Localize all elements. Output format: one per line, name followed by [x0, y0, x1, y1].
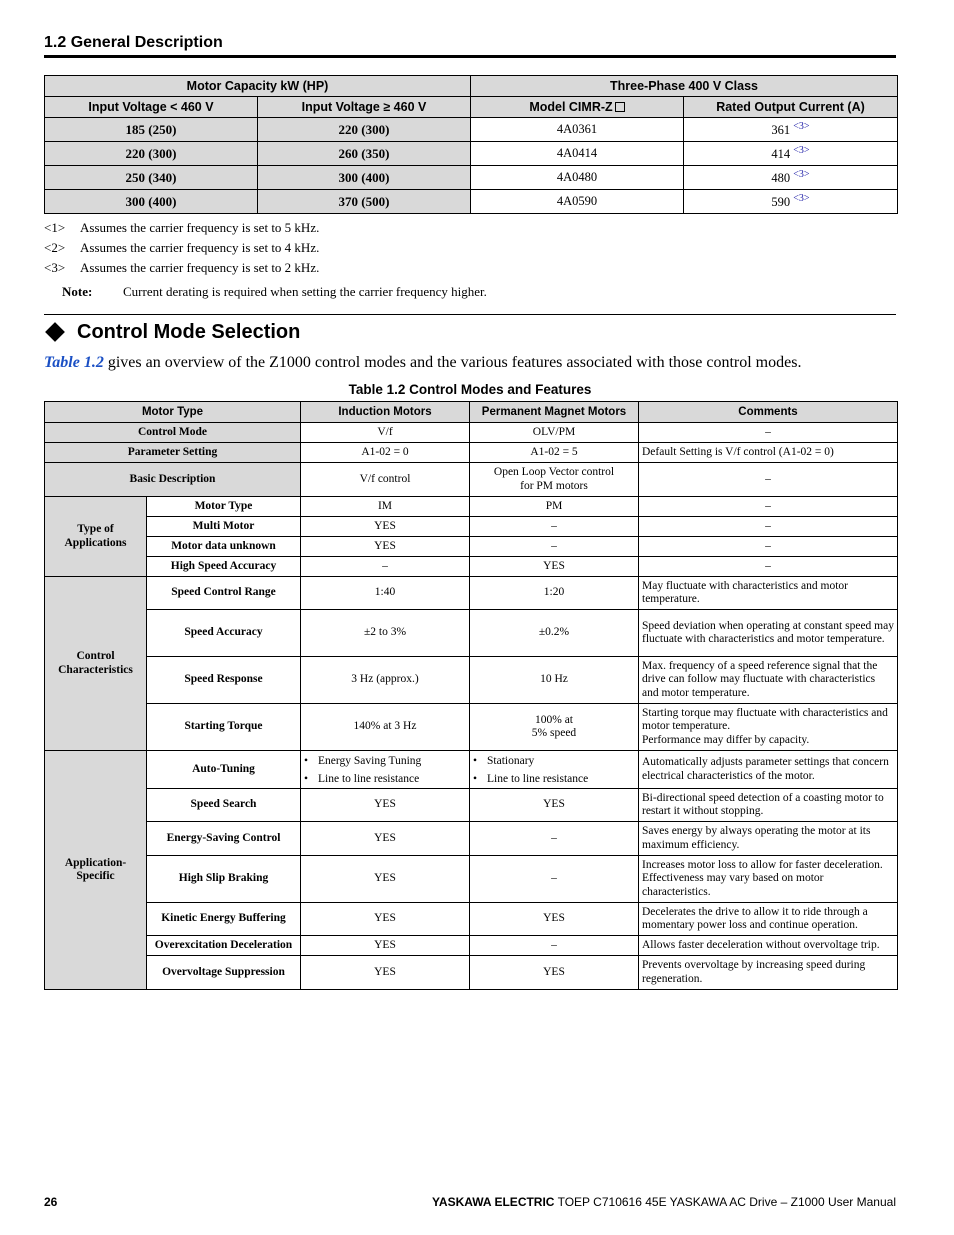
- modes-row: [45, 903, 898, 936]
- cell-comment: Allows faster deceleration without overvoltage trip.: [639, 936, 898, 956]
- cell-comment: –: [639, 557, 898, 577]
- cell-pm: YES: [470, 903, 639, 936]
- footnote-text: Assumes the carrier frequency is set to 4 kHz.: [80, 240, 320, 255]
- page-footer: [44, 1194, 896, 1210]
- footnote-ref-link[interactable]: <3>: [793, 192, 810, 204]
- cell-im: YES: [301, 822, 470, 856]
- footnote: [44, 258, 319, 278]
- cell-pm: –: [470, 822, 639, 856]
- footnote-text: Assumes the carrier frequency is set to 5 kHz.: [80, 220, 320, 235]
- cell-pm: –: [470, 856, 639, 903]
- modes-row: [45, 751, 898, 789]
- diamond-bullet-icon: [45, 322, 65, 342]
- row-label: High Slip Braking: [147, 856, 301, 903]
- cell-comment: Saves energy by always operating the motor at its maximum efficiency.: [639, 822, 898, 856]
- cell-im: YES: [301, 537, 470, 557]
- spec-cell-input-lt: 250 (340): [45, 166, 258, 190]
- row-label: Motor Type: [147, 497, 301, 517]
- subsection-title: Control Mode Selection: [77, 321, 301, 343]
- footnote-ref-link[interactable]: <3>: [793, 168, 810, 180]
- note-label: Note:: [62, 284, 93, 299]
- intro-text: gives an overview of the Z1000 control modes and the various features associated with those control modes.: [103, 354, 802, 371]
- spec-current-value: 480: [771, 171, 791, 186]
- footnote-mark: <2>: [44, 240, 66, 255]
- bullet-list: [470, 752, 638, 788]
- spec-table: [44, 75, 898, 214]
- spec-cell-current: [684, 142, 898, 166]
- cell-comment: Default Setting is V/f control (A1-02 = 0): [639, 443, 898, 463]
- cell-pm: PM: [470, 497, 639, 517]
- placeholder-box-icon: [615, 102, 625, 112]
- spec-cell-model: 4A0414: [471, 142, 684, 166]
- cell-im: A1-02 = 0: [301, 443, 470, 463]
- cell-pm: –: [470, 517, 639, 537]
- footer-doc-title: TOEP C710616 45E YASKAWA AC Drive – Z1000 User Manual: [554, 1195, 896, 1209]
- header-pm: Permanent Magnet Motors: [470, 402, 639, 423]
- section-title: 1.2 General Description: [44, 34, 223, 51]
- cell-comment: –: [639, 497, 898, 517]
- row-label: Parameter Setting: [45, 443, 301, 463]
- row-label: Control Mode: [45, 423, 301, 443]
- cell-comment: –: [639, 463, 898, 497]
- cell-im: ±2 to 3%: [301, 610, 470, 657]
- cell-im: –: [301, 557, 470, 577]
- cell-im: YES: [301, 903, 470, 936]
- footnote-ref-link[interactable]: <3>: [793, 120, 810, 132]
- modes-row: [45, 423, 898, 443]
- footnote-mark: <3>: [44, 260, 66, 275]
- modes-row: [45, 822, 898, 856]
- modes-row: [45, 497, 898, 517]
- bullet-item: • Energy Saving Tuning: [304, 752, 469, 770]
- row-label: Speed Search: [147, 789, 301, 822]
- spec-current-value: 414: [771, 147, 791, 162]
- spec-cell-current: [684, 166, 898, 190]
- bullet-item: • Stationary: [473, 752, 638, 770]
- modes-row: [45, 936, 898, 956]
- footer-brand: YASKAWA ELECTRIC: [432, 1195, 555, 1209]
- cell-comment: Prevents overvoltage by increasing speed during regeneration.: [639, 956, 898, 990]
- cell-comment: Automatically adjusts parameter settings that concern electrical characteristics of the motor.: [639, 751, 898, 789]
- cell-pm: 10 Hz: [470, 657, 639, 704]
- cell-im: V/f control: [301, 463, 470, 497]
- footnotes: [44, 218, 319, 278]
- cell-im: IM: [301, 497, 470, 517]
- row-label: Basic Description: [45, 463, 301, 497]
- row-label: Motor data unknown: [147, 537, 301, 557]
- cell-pm: 1:20: [470, 577, 639, 610]
- spec-col-input-ge: Input Voltage ≥ 460 V: [258, 97, 471, 118]
- cell-pm: –: [470, 537, 639, 557]
- section-header: [44, 33, 896, 58]
- row-label: Starting Torque: [147, 704, 301, 751]
- row-label: Kinetic Energy Buffering: [147, 903, 301, 936]
- cell-comment: Starting torque may fluctuate with characteristics and motor temperature. Performance may differ by capacity.: [639, 704, 898, 751]
- modes-row: [45, 789, 898, 822]
- bullet-list: [301, 752, 469, 788]
- modes-row: [45, 517, 898, 537]
- spec-row: [45, 190, 898, 214]
- row-label: High Speed Accuracy: [147, 557, 301, 577]
- cell-comment: Bi-directional speed detection of a coasting motor to restart it without stopping.: [639, 789, 898, 822]
- spec-group-left: Motor Capacity kW (HP): [45, 76, 471, 97]
- footnote-text: Assumes the carrier frequency is set to 2 kHz.: [80, 260, 320, 275]
- spec-col-model-label: Model CIMR-Z: [529, 100, 613, 114]
- spec-col-input-lt: Input Voltage < 460 V: [45, 97, 258, 118]
- bullet-item: • Line to line resistance: [473, 770, 638, 788]
- page-number: 26: [44, 1195, 58, 1209]
- cell-im: 3 Hz (approx.): [301, 657, 470, 704]
- row-label: Auto-Tuning: [147, 751, 301, 789]
- spec-cell-model: 4A0361: [471, 118, 684, 142]
- spec-cell-current: [684, 190, 898, 214]
- section-rule: [44, 55, 896, 58]
- spec-row: [45, 118, 898, 142]
- modes-row: [45, 463, 898, 497]
- footer-doc-info: [432, 1194, 896, 1210]
- footnote-mark: <1>: [44, 220, 66, 235]
- spec-current-value: 361: [771, 123, 791, 138]
- footnote: [44, 218, 319, 238]
- spec-col-model: [471, 97, 684, 118]
- cell-im: 140% at 3 Hz: [301, 704, 470, 751]
- cell-pm: –: [470, 936, 639, 956]
- spec-cell-input-lt: 220 (300): [45, 142, 258, 166]
- header-comments: Comments: [639, 402, 898, 423]
- row-label: Overexcitation Deceleration: [147, 936, 301, 956]
- note: [62, 284, 487, 300]
- cell-pm: YES: [470, 557, 639, 577]
- cell-im: 1:40: [301, 577, 470, 610]
- spec-cell-input-ge: 300 (400): [258, 166, 471, 190]
- cell-comment: –: [639, 517, 898, 537]
- subsection-rule: [44, 314, 896, 315]
- category-application-specific: Application- Specific: [45, 751, 147, 990]
- cell-im: YES: [301, 956, 470, 990]
- row-label: Speed Accuracy: [147, 610, 301, 657]
- cell-comment: Decelerates the drive to allow it to ride through a momentary power loss and continue operation.: [639, 903, 898, 936]
- cell-comment: Speed deviation when operating at constant speed may fluctuate with characteristics and motor temperature.: [639, 610, 898, 657]
- note-text: Current derating is required when setting the carrier frequency higher.: [123, 284, 487, 299]
- modes-row: [45, 956, 898, 990]
- cell-comment: Max. frequency of a speed reference signal that the drive can follow may fluctuate with characteristics and motor temperature.: [639, 657, 898, 704]
- modes-row: [45, 537, 898, 557]
- bullet-item: • Line to line resistance: [304, 770, 469, 788]
- row-label: Overvoltage Suppression: [147, 956, 301, 990]
- modes-row: [45, 577, 898, 610]
- cell-im-list: [301, 751, 470, 789]
- cell-comment: May fluctuate with characteristics and motor temperature.: [639, 577, 898, 610]
- subsection-heading: [44, 319, 300, 345]
- header-induction: Induction Motors: [301, 402, 470, 423]
- footnote-ref-link[interactable]: <3>: [793, 144, 810, 156]
- cell-pm: YES: [470, 956, 639, 990]
- cell-im: YES: [301, 856, 470, 903]
- modes-row: [45, 657, 898, 704]
- spec-column-header-row: [45, 97, 898, 118]
- cell-pm: Open Loop Vector control for PM motors: [470, 463, 639, 497]
- modes-row: [45, 443, 898, 463]
- modes-row: [45, 610, 898, 657]
- category-type-of-applications: Type of Applications: [45, 497, 147, 577]
- row-label: Multi Motor: [147, 517, 301, 537]
- spec-cell-input-ge: 370 (500): [258, 190, 471, 214]
- modes-header-row: [45, 402, 898, 423]
- spec-group-right: Three-Phase 400 V Class: [471, 76, 898, 97]
- cell-pm: OLV/PM: [470, 423, 639, 443]
- spec-cell-input-ge: 260 (350): [258, 142, 471, 166]
- cell-im: V/f: [301, 423, 470, 443]
- modes-row: [45, 557, 898, 577]
- spec-row: [45, 142, 898, 166]
- cell-comment: –: [639, 537, 898, 557]
- modes-row: [45, 704, 898, 751]
- category-control-characteristics: Control Characteristics: [45, 577, 147, 751]
- cell-pm: YES: [470, 789, 639, 822]
- cell-comment: –: [639, 423, 898, 443]
- spec-group-header-row: [45, 76, 898, 97]
- table-link[interactable]: Table 1.2: [44, 354, 104, 371]
- spec-cell-model: 4A0480: [471, 166, 684, 190]
- cell-im: YES: [301, 789, 470, 822]
- cell-pm-list: [470, 751, 639, 789]
- footnote: [44, 238, 319, 258]
- cell-pm: ±0.2%: [470, 610, 639, 657]
- spec-row: [45, 166, 898, 190]
- intro-paragraph: [44, 352, 801, 374]
- spec-cell-current: [684, 118, 898, 142]
- cell-pm: A1-02 = 5: [470, 443, 639, 463]
- header-motor-type: Motor Type: [45, 402, 301, 423]
- spec-col-current: Rated Output Current (A): [684, 97, 898, 118]
- row-label: Energy-Saving Control: [147, 822, 301, 856]
- row-label: Speed Control Range: [147, 577, 301, 610]
- spec-cell-input-lt: 300 (400): [45, 190, 258, 214]
- spec-current-value: 590: [771, 195, 791, 210]
- spec-cell-input-lt: 185 (250): [45, 118, 258, 142]
- cell-comment: Increases motor loss to allow for faster deceleration. Effectiveness may vary based on motor characteristics.: [639, 856, 898, 903]
- spec-cell-model: 4A0590: [471, 190, 684, 214]
- table-caption: Table 1.2 Control Modes and Features: [348, 382, 592, 397]
- spec-cell-input-ge: 220 (300): [258, 118, 471, 142]
- modes-row: [45, 856, 898, 903]
- control-modes-table: [44, 401, 898, 990]
- cell-im: YES: [301, 936, 470, 956]
- cell-pm: 100% at 5% speed: [470, 704, 639, 751]
- cell-im: YES: [301, 517, 470, 537]
- row-label: Speed Response: [147, 657, 301, 704]
